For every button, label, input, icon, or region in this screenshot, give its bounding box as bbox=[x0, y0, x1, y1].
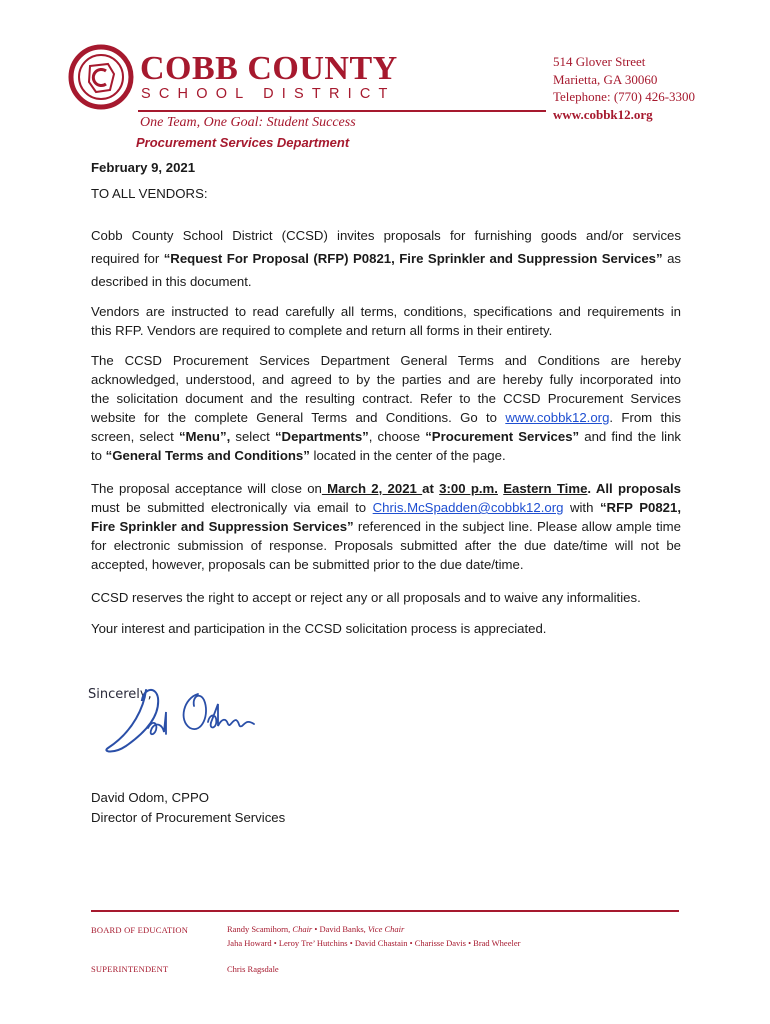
text-line: for electronic submission of response. Proposals submitted after the due date/time will not be bbox=[91, 538, 681, 553]
text-line: accepted, however, proposals can be submitted prior to the due date/time. bbox=[91, 557, 524, 572]
handwritten-signature bbox=[86, 676, 276, 766]
paragraph-appreciation bbox=[91, 619, 681, 638]
text-line: the solicitation document and the resulting contract. Refer to the CCSD Procurement Services bbox=[91, 391, 681, 406]
board-label: BOARD OF EDUCATION bbox=[91, 925, 189, 935]
paragraph-terms bbox=[91, 351, 681, 465]
letter-date: February 9, 2021 bbox=[91, 160, 196, 175]
text-line: Vendors are instructed to read carefully all terms, conditions, specifications and requirements in bbox=[91, 304, 681, 319]
website-link[interactable]: www.cobbk12.org bbox=[505, 410, 610, 425]
paragraph-reservation bbox=[91, 588, 681, 607]
salutation: TO ALL VENDORS: bbox=[91, 186, 208, 201]
cobb-county-seal-logo bbox=[68, 44, 134, 110]
text-line: to “General Terms and Conditions” located in the center of the page. bbox=[91, 448, 506, 463]
text-line: acknowledged, understood, and agreed to by the parties and are hereby fully incorporated into bbox=[91, 372, 681, 387]
text-line: The CCSD Procurement Services Department General Terms and Conditions are hereby bbox=[91, 353, 681, 368]
paragraph-instructions bbox=[91, 302, 681, 340]
closing-time: 3:00 p.m. bbox=[439, 481, 498, 496]
text-line: CCSD reserves the right to accept or reject any or all proposals and to waive any informalities. bbox=[91, 590, 641, 605]
signer-title: Director of Procurement Services bbox=[91, 810, 286, 825]
header-divider bbox=[138, 110, 546, 112]
text-line: described in this document. bbox=[91, 274, 252, 289]
text-line: Your interest and participation in the CCSD solicitation process is appreciated. bbox=[91, 621, 547, 636]
closing-date: March 2, 2021 bbox=[321, 481, 423, 496]
department-name: Procurement Services Department bbox=[136, 135, 350, 150]
text-line: required for “Request For Proposal (RFP) P0821, Fire Sprinkler and Suppression Services” as bbox=[91, 251, 682, 266]
time-zone: Eastern Time bbox=[503, 481, 588, 496]
text-line: screen, select “Menu”, select “Departments”, choose “Procurement Services” and find the link bbox=[91, 429, 681, 444]
address-city: Marietta, GA 30060 bbox=[553, 72, 658, 87]
paragraph-invitation bbox=[91, 224, 681, 293]
board-members-line-2: Jaha Howard • Leroy Tre’ Hutchins • David Chastain • Charisse Davis • Brad Wheeler bbox=[227, 938, 521, 948]
signer-name: David Odom, CPPO bbox=[91, 790, 209, 805]
footer-divider bbox=[91, 910, 679, 912]
org-name: COBB COUNTY bbox=[140, 50, 398, 87]
text-line: Fire Sprinkler and Suppression Services” referenced in the subject line. Please allow ample time bbox=[91, 519, 681, 534]
superintendent-label: SUPERINTENDENT bbox=[91, 964, 169, 974]
board-members-line-1: Randy Scamihorn, Chair • David Banks, Vice Chair bbox=[227, 924, 405, 934]
text-line: website for the complete General Terms and Conditions. Go to www.cobbk12.org. From this bbox=[91, 410, 682, 425]
paragraph-deadline bbox=[91, 479, 681, 574]
address-street: 514 Glover Street bbox=[553, 54, 646, 69]
text-line: this RFP. Vendors are required to complete and return all forms in their entirety. bbox=[91, 323, 553, 338]
text-line: must be submitted electronically via email to Chris.McSpadden@cobbk12.org with “RFP P0821, bbox=[91, 500, 681, 515]
text-line: The proposal acceptance will close on March 2, 2021 at 3:00 p.m. Eastern Time. All proposals bbox=[91, 481, 682, 496]
org-subtitle: SCHOOL DISTRICT bbox=[141, 86, 396, 102]
address-website: www.cobbk12.org bbox=[553, 107, 653, 122]
superintendent-name: Chris Ragsdale bbox=[227, 964, 279, 974]
address-phone: Telephone: (770) 426-3300 bbox=[553, 89, 696, 104]
email-link[interactable]: Chris.McSpadden@cobbk12.org bbox=[372, 500, 564, 515]
motto: One Team, One Goal: Student Success bbox=[140, 115, 356, 130]
text-line: Cobb County School District (CCSD) invites proposals for furnishing goods and/or services bbox=[91, 228, 681, 243]
closing-text: Sincerely, bbox=[88, 687, 152, 702]
